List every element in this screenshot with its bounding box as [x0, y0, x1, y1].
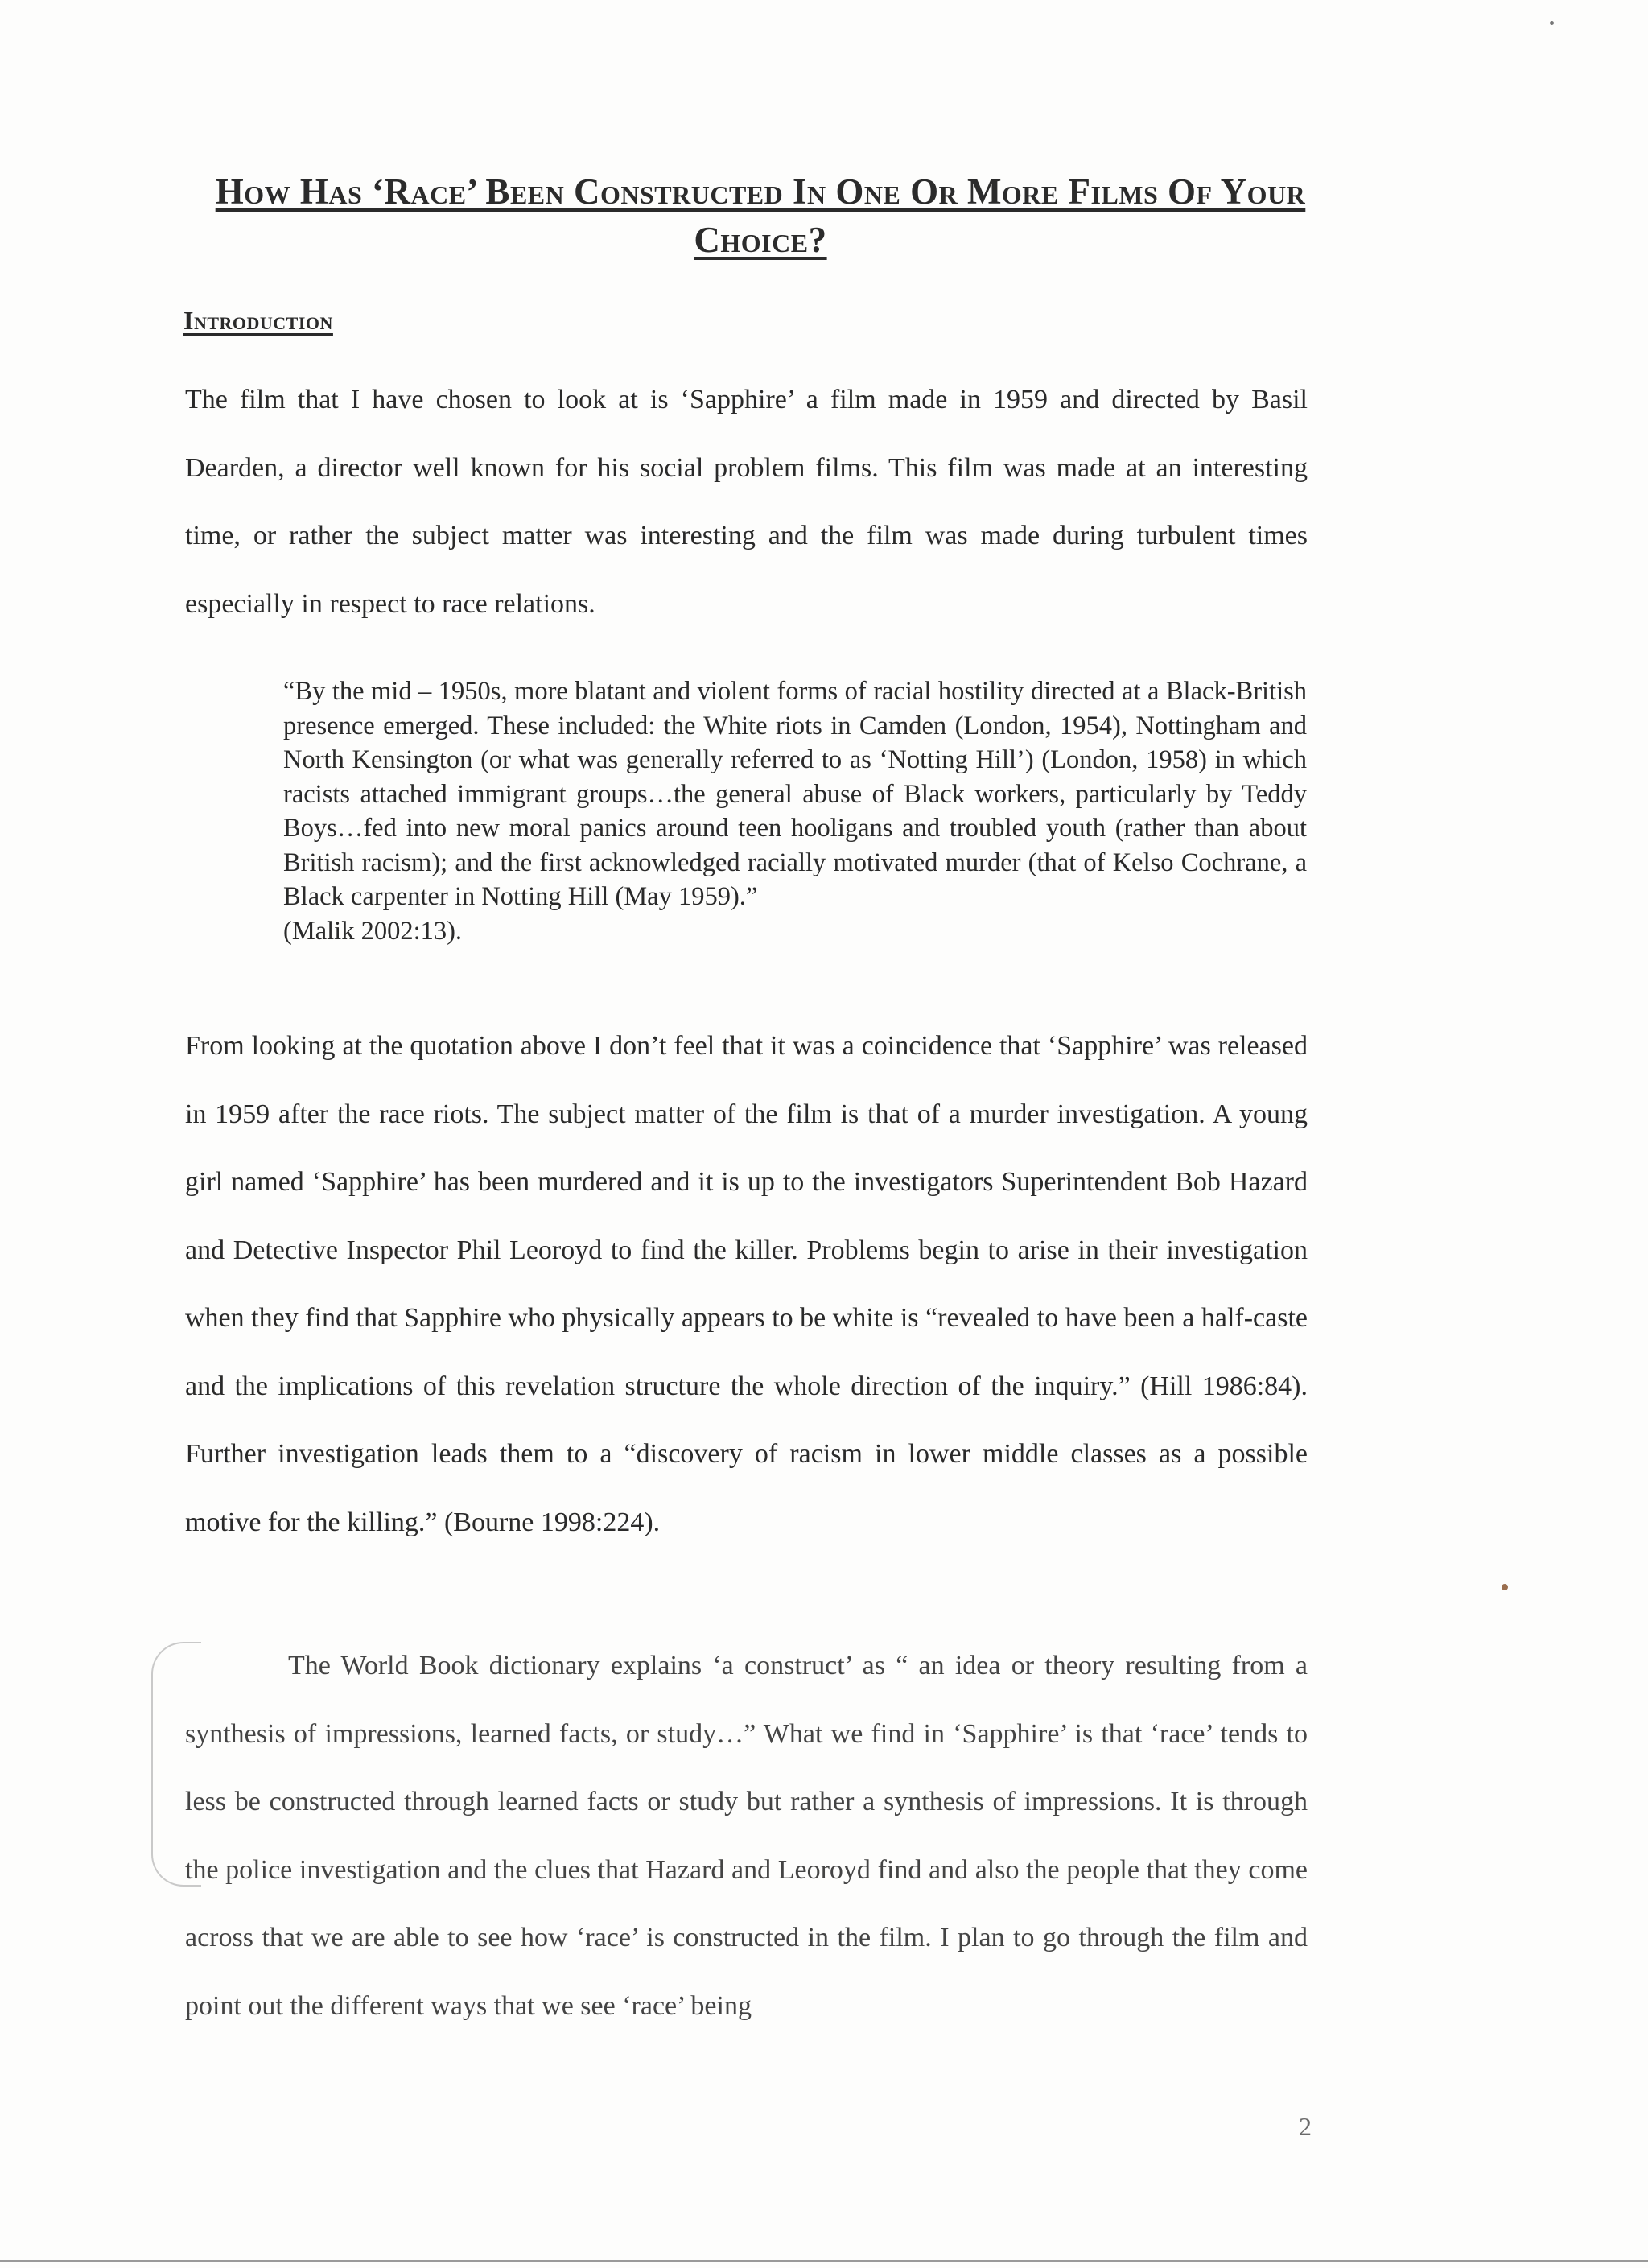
scan-speck [1502, 1584, 1508, 1590]
margin-pencil-mark [151, 1642, 201, 1887]
essay-title: How Has ‘Race’ Been Constructed In One Or More Films Of Your Choice? [215, 171, 1306, 260]
quote-text: “By the mid – 1950s, more blatant and violent forms of racial hostility directed at a Black-British presence emerged. These included: the White riots in Camden (London, 1954), Nottingham and North Kensington (or what was generally referred to as ‘Notting Hill’) (London, 1958) in which racists attached immigrant groups…the general abuse of Black workers, particularly by Teddy Boys…fed into new moral panics around teen hooligans and troubled youth (rather than about British racism); and the first acknowledged racially motivated murder (that of Kelso Cochrane, a Black carpenter in Notting Hill (May 1959).” [283, 677, 1307, 911]
paragraph-analysis: From looking at the quotation above I don’t feel that it was a coincidence that ‘Sapphire’ was released in 1959 after the race riots. The subject matter of the film is that of a murder investigation. A young girl named ‘Sapphire’ has been murdered and it is up to the investigators Superintendent Bob Hazard and Detective Inspector Phil Leoroyd to find the killer. Problems begin to arise in their investigation when they find that Sapphire who physically appears to be white is “revealed to have been a half-caste and the implications of this revelation structure the whole direction of the inquiry.” (Hill 1986:84). Further investigation leads them to a “discovery of racism in lower middle classes as a possible motive for the killing.” (Bourne 1998:224). [185, 1031, 1308, 1537]
paragraph-construct: The World Book dictionary explains ‘a construct’ as “ an idea or theory resulting from a synthesis of impressions, learned facts, or study…” What we find in ‘Sapphire’ is that ‘race’ tends to less be constructed through learned facts or study but rather a synthesis of impressions. It is through the police investigation and the clues that Hazard and Leoroyd find and also the people that they come across that we are able to see how ‘race’ is constructed in the film. I plan to go through the film and point out the different ways that we see ‘race’ being [185, 1651, 1308, 2021]
scan-speck [1550, 21, 1554, 25]
page-number: 2 [1299, 2112, 1312, 2141]
scan-edge-line [0, 2260, 1648, 2262]
section-heading-introduction: Introduction [183, 306, 333, 335]
paragraph-intro: The film that I have chosen to look at is ‘Sapphire’ a film made in 1959 and directed by Basil Dearden, a director well known for his social problem films. This film was made at an interesting time, or rather the subject matter was interesting and the film was made during turbulent times especially in respect to race relations. [185, 385, 1308, 619]
quote-citation: (Malik 2002:13). [283, 916, 463, 946]
block-quote [283, 674, 1307, 948]
